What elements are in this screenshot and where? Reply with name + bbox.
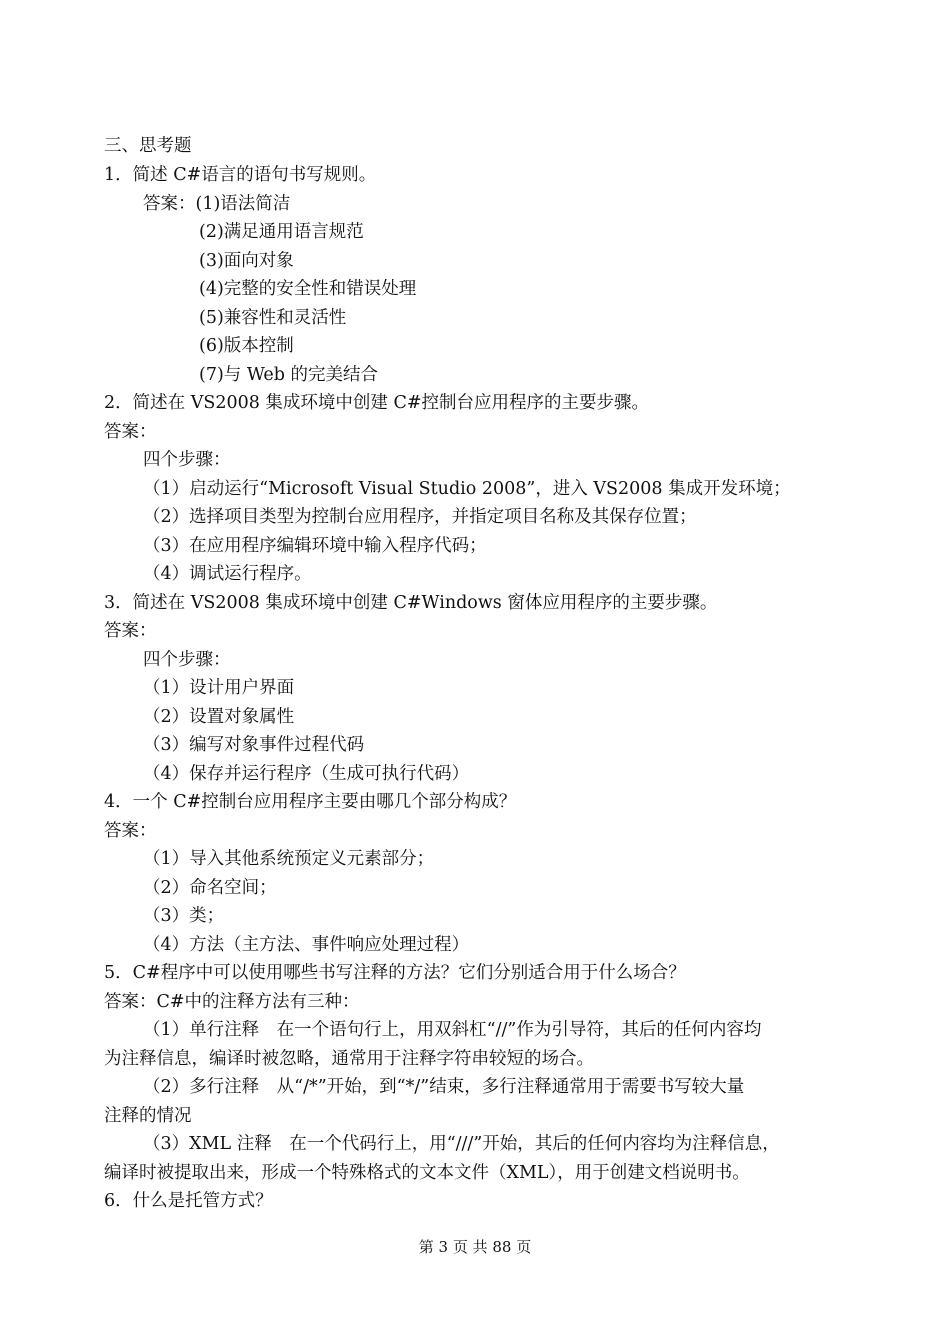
paragraph-line: 编译时被提取出来，形成一个特殊格式的文本文件（XML），用于创建文档说明书。 [104,1163,750,1183]
answer-1-item-6: (6)版本控制 [199,336,294,356]
question-3 [104,592,717,614]
answer-intro: 四个步骤： [143,450,231,470]
answer-step: （4）方法（主方法、事件响应处理过程） [143,935,470,955]
answer-1-item-7: (7)与 Web 的完美结合 [199,365,379,385]
answer-1-item-1 [143,193,290,215]
answer-item: (1)语法简洁 [195,194,291,214]
paragraph-line: 注释的情况 [104,1106,192,1126]
answer-step: （2）命名空间； [143,878,277,898]
paragraph-line: （3）XML 注释 在一个代码行上，用“///”开始，其后的任何内容均为注释信息， [143,1134,780,1154]
question-6 [104,1190,273,1212]
question-text: 简述在 VS2008 集成环境中创建 C#控制台应用程序的主要步骤。 [132,393,650,413]
answer-1-item-3: (3)面向对象 [199,251,294,271]
answer-step: （4）调试运行程序。 [143,564,312,584]
answer-label: 答案： [143,194,196,214]
page-footer: 第 3 页 共 88 页 [418,1238,532,1256]
answer-1-item-4: (4)完整的安全性和错误处理 [199,279,417,299]
question-text: 简述在 VS2008 集成环境中创建 C#Windows 窗体应用程序的主要步骤。 [132,593,718,613]
answer-step: （3）在应用程序编辑环境中输入程序代码； [143,536,487,556]
answer-label: 答案： [104,422,157,442]
paragraph-line: （1）单行注释 在一个语句行上，用双斜杠“//”作为引导符，其后的任何内容均 [143,1020,762,1040]
answer-step: （3）编写对象事件过程代码 [143,735,365,755]
question-text: C#程序中可以使用哪些书写注释的方法？它们分别适合用于什么场合？ [132,963,686,983]
question-4 [104,791,516,813]
answer-step: （1）设计用户界面 [143,678,295,698]
paragraph-line: 为注释信息，编译时被忽略，通常用于注释字符串较短的场合。 [104,1049,594,1069]
question-number: 6． [104,1191,133,1211]
answer-label: 答案： [104,821,157,841]
answer-label: 答案：C#中的注释方法有三种： [104,992,360,1012]
question-5 [104,962,686,984]
section-title: 三、思考题 [104,136,192,156]
answer-step: （2）设置对象属性 [143,707,295,727]
question-number: 5． [104,963,133,983]
answer-step: （1）导入其他系统预定义元素部分； [143,849,435,869]
answer-step: （2）选择项目类型为控制台应用程序，并指定项目名称及其保存位置； [143,507,697,527]
paragraph-line: （2）多行注释 从“/*”开始，到“*/”结束，多行注释通常用于需要书写较大量 [143,1077,745,1097]
answer-step: （4）保存并运行程序（生成可执行代码） [143,764,470,784]
question-text: 什么是托管方式？ [132,1191,273,1211]
question-number: 4． [104,792,133,812]
question-text: 简述 C#语言的语句书写规则。 [132,165,377,185]
question-number: 2． [104,393,133,413]
answer-label: 答案： [104,621,157,641]
question-text: 一个 C#控制台应用程序主要由哪几个部分构成？ [132,792,517,812]
answer-intro: 四个步骤： [143,650,231,670]
question-2 [104,392,649,414]
question-number: 3． [104,593,133,613]
answer-1-item-2: (2)满足通用语言规范 [199,222,364,242]
question-number: 1． [104,165,133,185]
answer-step: （3）类； [143,906,225,926]
question-1 [104,164,376,186]
answer-1-item-5: (5)兼容性和灵活性 [199,308,347,328]
answer-step: （1）启动运行“Microsoft Visual Studio 2008”，进入 VS2008 集成开发环境； [143,479,791,499]
